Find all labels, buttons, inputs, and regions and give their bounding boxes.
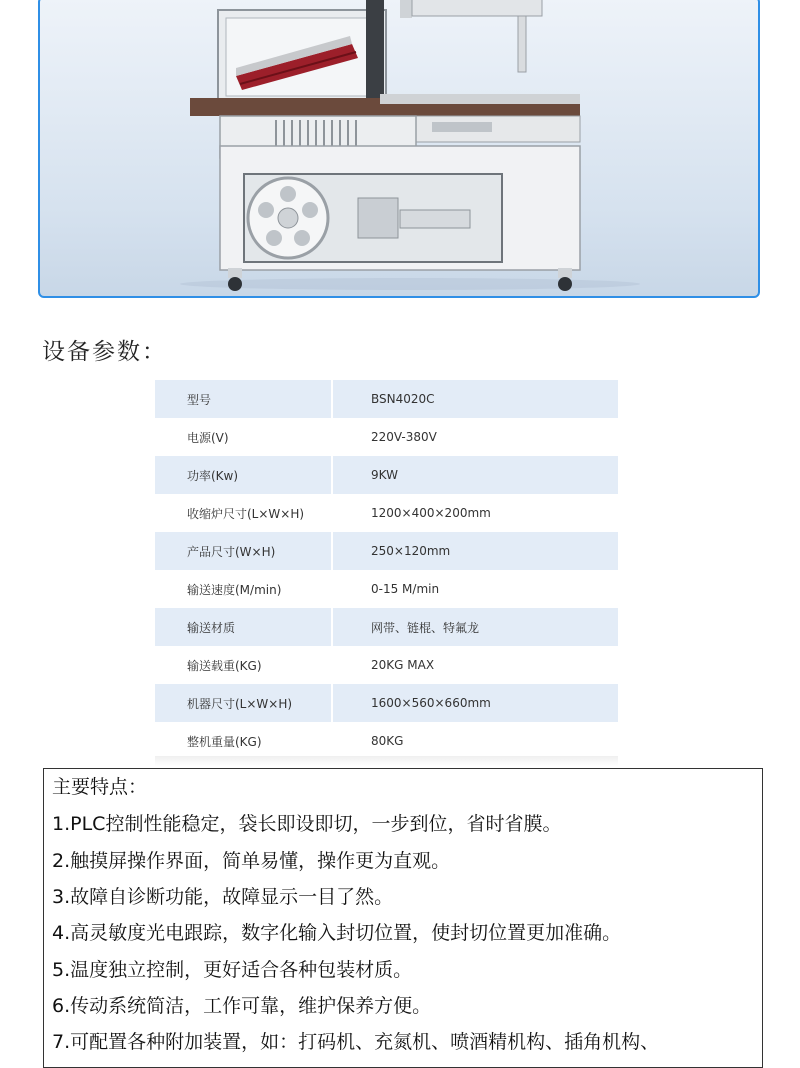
feature-item: 2.触摸屏操作界面，简单易懂，操作更为直观。 [52,850,451,872]
param-key: 机器尺寸(L×W×H) [155,684,333,722]
param-value: BSN4020C [371,392,435,406]
param-value: 250×120mm [371,544,451,558]
feature-item: 4.高灵敏度光电跟踪，数字化输入封切位置，使封切位置更加准确。 [52,922,622,944]
param-key: 电源(V) [155,418,333,456]
section-title-equipment-params: 设备参数： [42,339,167,365]
param-key: 输送速度(M/min) [155,570,333,608]
product-photo-card [38,0,760,298]
param-key: 收缩炉尺寸(L×W×H) [155,494,333,532]
feature-item: 7.可配置各种附加装置，如：打码机、充氮机、喷酒精机构、插角机构、 [52,1031,660,1053]
table-row [155,456,618,494]
table-row [155,608,618,646]
param-value: 9KW [371,468,398,482]
table-row [155,684,618,722]
param-key: 功率(Kw) [155,456,333,494]
table-row [155,380,618,418]
table-row [155,418,618,456]
param-key: 输送材质 [155,608,333,646]
param-value: 80KG [371,734,404,748]
table-row [155,570,618,608]
feature-item: 5.温度独立控制，更好适合各种包装材质。 [52,959,413,981]
param-value: 网带、链棍、特氟龙 [371,620,480,635]
table-row [155,532,618,570]
feature-item: 3.故障自诊断功能，故障显示一目了然。 [52,886,394,908]
feature-item: 6.传动系统简洁，工作可靠，维护保养方便。 [52,995,432,1017]
shrink-wrap-machine-image [40,0,760,298]
table-row [155,722,618,760]
param-value: 220V-380V [371,430,437,444]
table-row [155,494,618,532]
params-table [155,380,618,760]
table-bottom-shadow [155,756,618,766]
param-value: 0-15 M/min [371,582,440,596]
param-key: 输送载重(KG) [155,646,333,684]
features-heading: 主要特点： [52,776,148,798]
param-key: 整机重量(KG) [155,722,333,760]
param-key: 产品尺寸(W×H) [155,532,333,570]
param-value: 20KG MAX [371,658,435,672]
param-value: 1600×560×660mm [371,696,491,710]
param-value: 1200×400×200mm [371,506,491,520]
table-row [155,646,618,684]
param-key: 型号 [155,380,333,418]
features-box [43,768,763,1068]
feature-item: 1.PLC控制性能稳定，袋长即设即切，一步到位，省时省膜。 [52,813,562,835]
